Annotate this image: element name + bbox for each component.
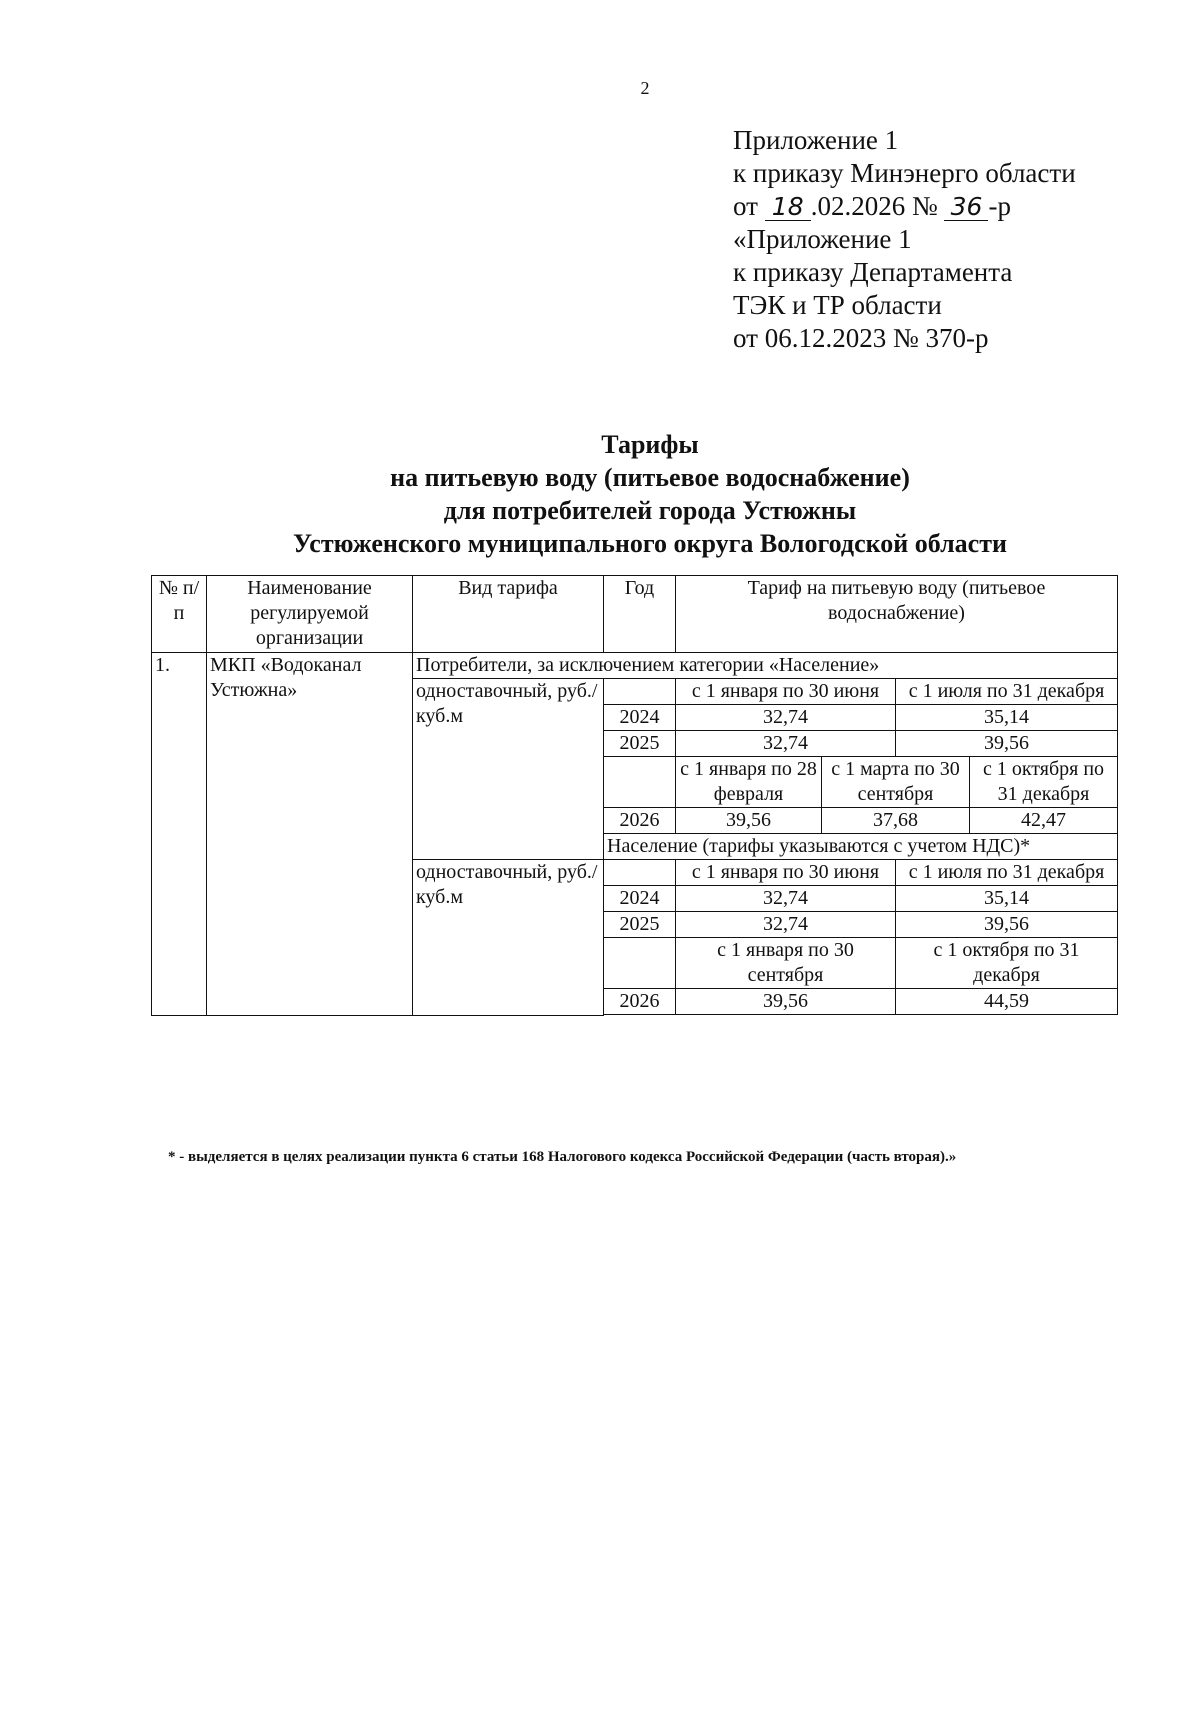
consumer-group-label: Потребители, за исключением категории «Население» [413, 653, 1118, 679]
year-cell: 2025 [604, 731, 676, 757]
year-cell-empty [604, 757, 676, 808]
title-line: для потребителей города Устюжны [443, 496, 857, 525]
tariff-value: 39,56 [896, 912, 1118, 938]
period-header: с 1 октября по 31 декабря [970, 757, 1118, 808]
period-header: с 1 июля по 31 декабря [896, 679, 1118, 705]
tariff-value: 39,56 [676, 808, 822, 834]
header-year: Год [604, 576, 676, 653]
period-header: с 1 января по 30 сентября [676, 938, 896, 989]
appendix-line: к приказу Департамента [733, 257, 1013, 287]
tariff-type: одноставочный, руб./куб.м [413, 860, 604, 1016]
order-number-handwritten: 36 [944, 194, 988, 221]
period-header: с 1 марта по 30 сентября [822, 757, 970, 808]
period-header: с 1 января по 30 июня [676, 860, 896, 886]
appendix-line: от 06.12.2023 № 370-р [733, 323, 989, 353]
appendix-line: «Приложение 1 [733, 224, 912, 254]
tariff-value: 39,56 [896, 731, 1118, 757]
year-cell-empty [604, 860, 676, 886]
period-header: с 1 октября по 31 декабря [896, 938, 1118, 989]
order-date-rest: .02.2026 № [810, 191, 938, 221]
order-prefix: от [733, 191, 758, 221]
table-header-row [152, 576, 1118, 653]
row-number: 1. [152, 653, 207, 1016]
consumer-group-label: Население (тарифы указываются с учетом НДС)* [604, 834, 1118, 860]
period-header: с 1 июля по 31 декабря [896, 860, 1118, 886]
year-cell: 2024 [604, 705, 676, 731]
tariff-type: одноставочный, руб./куб.м [413, 679, 604, 860]
year-cell: 2026 [604, 989, 676, 1015]
period-header: с 1 января по 30 июня [676, 679, 896, 705]
header-tariff: Тариф на питьевую воду (питьевое водоснабжение) [676, 576, 1118, 653]
year-cell: 2026 [604, 808, 676, 834]
organization-name: МКП «Водоканал Устюжна» [207, 653, 413, 1016]
appendix-block [733, 124, 1076, 355]
tariff-value: 32,74 [676, 886, 896, 912]
page-number: 2 [640, 78, 650, 98]
header-type: Вид тарифа [413, 576, 604, 653]
order-day-handwritten: 18 [765, 194, 811, 221]
table-row [152, 653, 1118, 679]
tariff-value: 35,14 [896, 705, 1118, 731]
year-cell-empty [604, 938, 676, 989]
tariff-value: 35,14 [896, 886, 1118, 912]
header-num: № п/п [152, 576, 207, 653]
period-header: с 1 января по 28 февраля [676, 757, 822, 808]
appendix-order-line [733, 190, 1076, 223]
year-cell-empty [604, 679, 676, 705]
header-org: Наименование регулируемой организации [207, 576, 413, 653]
tariff-value: 32,74 [676, 731, 896, 757]
appendix-line: Приложение 1 [733, 125, 899, 155]
title-line: Тарифы [601, 430, 699, 459]
footnote: * - выделяется в целях реализации пункта 6 статьи 168 Налогового кодекса Российской Федерации (часть вторая).» [168, 1149, 957, 1165]
tariff-value: 44,59 [896, 989, 1118, 1015]
appendix-line: к приказу Минэнерго области [733, 158, 1076, 188]
tariff-value: 32,74 [676, 705, 896, 731]
tariff-value: 37,68 [822, 808, 970, 834]
tariff-value: 42,47 [970, 808, 1118, 834]
title-line: Устюженского муниципального округа Вологодской области [293, 529, 1007, 558]
tariff-table [151, 575, 1118, 1016]
title-line: на питьевую воду (питьевое водоснабжение) [390, 463, 910, 492]
year-cell: 2025 [604, 912, 676, 938]
tariff-value: 32,74 [676, 912, 896, 938]
year-cell: 2024 [604, 886, 676, 912]
tariff-value: 39,56 [676, 989, 896, 1015]
appendix-line: ТЭК и ТР области [733, 290, 942, 320]
order-suffix: -р [988, 191, 1011, 221]
document-title [0, 428, 1200, 560]
